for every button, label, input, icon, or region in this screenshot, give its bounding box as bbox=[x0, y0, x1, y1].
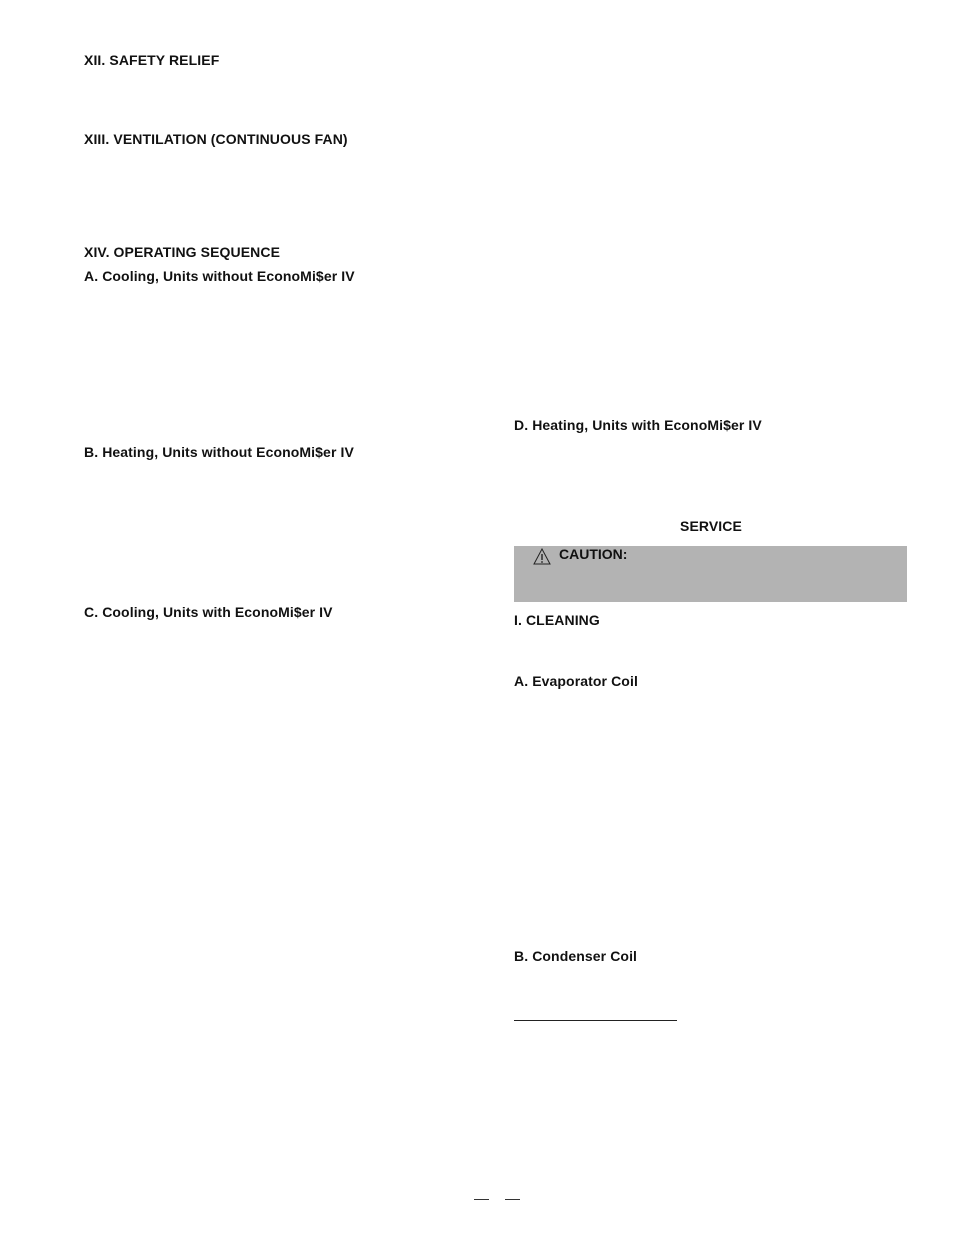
footnote-rule bbox=[514, 1020, 677, 1021]
page-number-dash-right bbox=[505, 1199, 520, 1200]
heading-cleaning: I. CLEANING bbox=[514, 612, 600, 628]
subheading-cooling-without-economiser: A. Cooling, Units without EconoMi$er IV bbox=[84, 268, 355, 284]
caution-box bbox=[514, 546, 907, 602]
subheading-heating-without-economiser: B. Heating, Units without EconoMi$er IV bbox=[84, 444, 354, 460]
heading-operating-sequence: XIV. OPERATING SEQUENCE bbox=[84, 244, 281, 260]
subheading-heating-with-economiser: D. Heating, Units with EconoMi$er IV bbox=[514, 417, 762, 433]
subheading-evaporator-coil: A. Evaporator Coil bbox=[514, 673, 638, 689]
heading-ventilation: XIII. VENTILATION (CONTINUOUS FAN) bbox=[84, 131, 348, 147]
warning-triangle-icon bbox=[533, 548, 551, 565]
subheading-condenser-coil: B. Condenser Coil bbox=[514, 948, 638, 964]
page-number-dash-left bbox=[474, 1199, 489, 1200]
section-title-service: SERVICE bbox=[680, 518, 742, 534]
subheading-cooling-with-economiser: C. Cooling, Units with EconoMi$er IV bbox=[84, 604, 333, 620]
caution-label: CAUTION: bbox=[559, 546, 628, 562]
heading-safety-relief: XII. SAFETY RELIEF bbox=[84, 52, 220, 68]
